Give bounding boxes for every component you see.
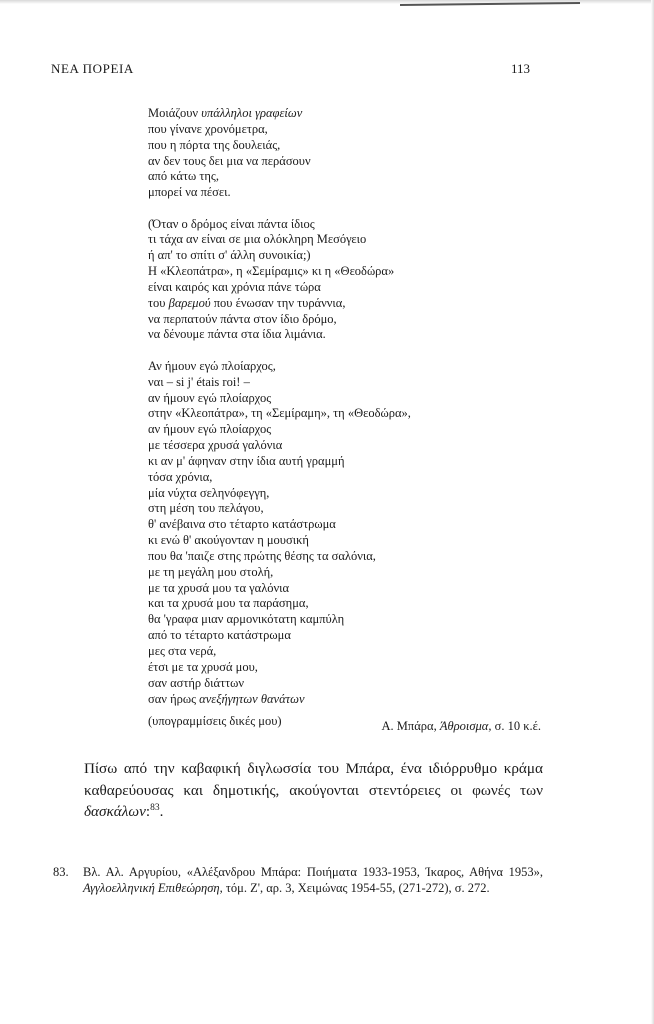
poem-line-text: αν δεν τους δει μια να περάσουν [148, 153, 311, 168]
poem-line-text: να δένουμε πάντα στα ίδια λιμάνια. [148, 327, 326, 342]
running-title: ΝΕΑ ΠΟΡΕΙΑ [51, 61, 134, 76]
paragraph-text: Πίσω από την καβαφική διγλωσσία του Μπάρα, ένα ιδιόρρυθμο κράμα καθαρεύουσας και δημοτικής, ακούγονται στεντόρειες οι φωνές των [84, 760, 543, 799]
poem-line [148, 454, 548, 470]
poem-line-text: αν ήμουν εγώ πλοίαρχος [148, 390, 272, 405]
poem-line [148, 549, 548, 565]
paragraph-period: . [159, 803, 164, 820]
poem-line-text: σαν ήρως [148, 691, 200, 706]
poem-line-text: τόσα χρόνια, [148, 469, 213, 484]
poem-line [148, 565, 548, 581]
poem-line [148, 359, 548, 375]
poem-line [148, 232, 548, 248]
poem-line-text-end: που ένωσαν την τυράννια, [210, 295, 346, 310]
body-paragraph [84, 758, 543, 823]
poem-line [148, 692, 548, 708]
paragraph-colon: : [145, 803, 151, 820]
page-number: 113 [511, 61, 531, 76]
poem-line-text: μπορεί να πέσει. [148, 185, 231, 200]
poem-line-text: στην «Κλεοπάτρα», τη «Σεμίραμη», τη «Θεοδώρα», [148, 406, 411, 421]
poem-line-text: είναι καιρός και χρόνια πάνε τώρα [148, 279, 321, 294]
footnote-83 [53, 865, 543, 896]
poem-line [148, 391, 548, 407]
footnote-journal: Αγγλοελληνική Επιθεώρηση, [83, 880, 223, 895]
poem-line-text: Αν ήμουν εγώ πλοίαρχος, [148, 358, 276, 373]
poem-line-text: Μοιάζουν [148, 106, 202, 120]
poem-line [148, 644, 548, 660]
paragraph-italic: δασκάλων [84, 803, 146, 820]
poem-line-text: ναι – si j' étais roi! – [148, 374, 250, 389]
poem-stanza-2 [148, 217, 548, 344]
poem-line-text: του [148, 295, 169, 310]
poem-line [148, 375, 548, 391]
poem-line-text: αν ήμουν εγώ πλοίαρχος [148, 422, 272, 437]
footnote-reference[interactable]: 83 [150, 802, 160, 813]
poem-quotation [148, 106, 548, 730]
poem-underline-note: (υπογραμμίσεις δικές μου) [148, 714, 282, 729]
poem-line-text: μες στα νερά, [148, 644, 217, 658]
poem-line [148, 422, 548, 438]
poem-line-text: να περπατούν πάντα στον ίδιο δρόμο, [148, 311, 337, 326]
poem-line [148, 517, 548, 533]
poem-line [148, 248, 548, 264]
poem-line [148, 501, 548, 517]
poem-line-text: στη μέση του πελάγου, [148, 501, 264, 516]
source-pages: σ. 10 κ.έ. [491, 719, 541, 733]
poem-line [148, 327, 548, 343]
poem-line-text: με τη μεγάλη μου στολή, [148, 564, 274, 579]
poem-line-text: που η πόρτα της δουλειάς, [148, 137, 281, 152]
poem-line-italic: ανεξήγητων θανάτων [199, 691, 305, 706]
poem-line-text: που θα 'παιζε στης πρώτης θέσης τα σαλόνια, [148, 548, 376, 563]
poem-line-text: που γίνανε χρονόμετρα, [148, 121, 268, 136]
poem-line-text: κι αν μ' άφηναν στην ίδια αυτή γραμμή [148, 453, 345, 468]
poem-stanza-1 [148, 106, 548, 201]
poem-line [148, 217, 548, 233]
poem-line-text: από το τέταρτο κατάστρωμα [148, 628, 291, 643]
poem-stanza-3 [148, 359, 548, 708]
poem-line-text: από κάτω της, [148, 169, 219, 184]
poem-line [148, 280, 548, 296]
poem-line-text: (Όταν ο δρόμος είναι πάντα ίδιος [148, 216, 315, 231]
poem-line [148, 406, 548, 422]
poem-line-text: με τα χρυσά μου τα γαλόνια [148, 580, 290, 595]
poem-line-text: με τέσσερα χρυσά γαλόνια [148, 438, 283, 453]
poem-line-text: σαν αστήρ διάττων [148, 675, 245, 690]
poem-line [148, 596, 548, 612]
poem-line [148, 296, 548, 312]
poem-line [148, 470, 548, 486]
poem-line [148, 138, 548, 154]
poem-line-italic: υπάλληλοι γραφείων [201, 106, 303, 120]
source-work: Άθροισμα, [439, 719, 492, 733]
poem-line [148, 676, 548, 692]
poem-line-text: και τα χρυσά μου τα παράσημα, [148, 596, 309, 611]
poem-source-citation [382, 719, 541, 734]
poem-line-text: θ' ανέβαινα στο τέταρτο κατάστρωμα [148, 517, 336, 532]
poem-line [148, 106, 548, 122]
poem-line [148, 612, 548, 628]
footnote-text [83, 865, 543, 896]
footnote-number: 83. [53, 865, 69, 879]
poem-line [148, 660, 548, 676]
poem-line-text: Η «Κλεοπάτρα», η «Σεμίραμις» κι η «Θεοδώρα» [148, 264, 395, 279]
poem-line [148, 264, 548, 280]
source-author: Α. Μπάρα, [381, 719, 440, 733]
poem-line [148, 312, 548, 328]
poem-line [148, 122, 548, 138]
poem-line [148, 154, 548, 170]
poem-line-text: τι τάχα αν είναι σε μια ολόκληρη Μεσόγειο [148, 232, 367, 247]
poem-line-italic: βαρεμού [168, 295, 211, 310]
poem-line-text: έτσι με τα χρυσά μου, [148, 659, 258, 674]
poem-line-text: ή απ' το σπίτι σ' άλλη συνοικία;) [148, 248, 311, 263]
poem-line-text: μία νύχτα σεληνόφεγγη, [148, 485, 270, 500]
poem-line [148, 581, 548, 597]
poem-line [148, 169, 548, 185]
footnote-details: τόμ. Ζ', αρ. 3, Χειμώνας 1954-55, (271-272), σ. 272. [222, 880, 490, 895]
poem-line [148, 533, 548, 549]
poem-line-text: θα 'γραφα μιαν αρμονικότατη καμπύλη [148, 612, 345, 627]
poem-line [148, 185, 548, 201]
poem-line [148, 628, 548, 644]
poem-line [148, 438, 548, 454]
footnote-citation: Βλ. Αλ. Αργυρίου, «Αλέξανδρου Μπάρα: Ποιήματα 1933-1953, Ίκαρος, Αθήνα 1953», [83, 865, 543, 879]
poem-line [148, 486, 548, 502]
poem-line-text: κι ενώ θ' ακούγονταν η μουσική [148, 533, 309, 548]
